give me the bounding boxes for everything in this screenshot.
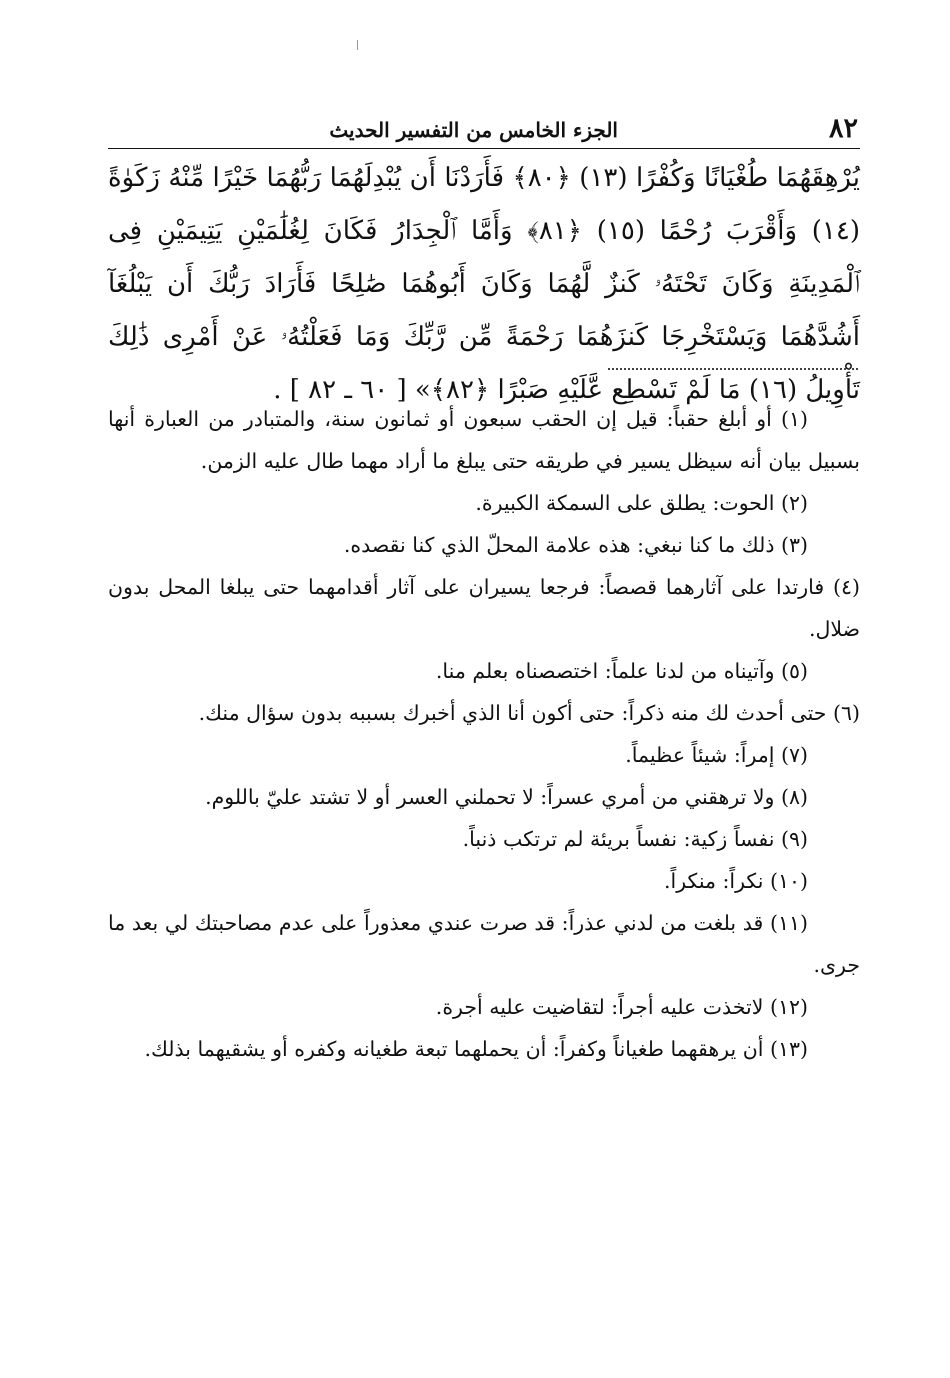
running-title: الجزء الخامس من التفسير الحديث — [329, 118, 618, 142]
footnote-8: (٨) ولا ترهقني من أمري عسراً: لا تحملني العسر أو لا تشتد عليّ باللوم. — [205, 785, 808, 809]
footnote-12: (١٢) لاتخذت عليه أجراً: لتقاضيت عليه أجرة. — [435, 995, 808, 1019]
header-rule — [108, 148, 860, 149]
footnote-4: (٤) فارتدا على آثارهما قصصاً: فرجعا يسيران على آثار أقدامهما حتى يبلغا المحل بدون ضلال. — [108, 575, 860, 641]
quran-verse-block: يُرْهِقَهُمَا طُغْيَانًا وَكُفْرًا (١٣) ﴿٨٠﴾ فَأَرَدْنَا أَن يُبْدِلَهُمَا رَبُّهُمَا خَيْرًا مِّنْهُ زَكَوٰةً (١٤) وَأَقْرَبَ رُحْمًا (١٥) ﴿٨١﴾ وَأَمَّا ٱلْجِدَارُ فَكَانَ لِغُلَٰمَيْنِ يَتِيمَيْنِ فِى ٱلْمَدِينَةِ وَكَانَ تَحْتَهُۥ كَنزٌ لَّهُمَا وَكَانَ أَبُوهُمَا صَٰلِحًا فَأَرَادَ رَبُّكَ أَن يَبْلُغَآ أَشُدَّهُمَا وَيَسْتَخْرِجَا كَنزَهُمَا رَحْمَةً مِّن رَّبِّكَ وَمَا فَعَلْتُهُۥ عَنْ أَمْرِى ذَٰلِكَ تَأْوِيلُ (١٦) مَا لَمْ تَسْطِع عَّلَيْهِ صَبْرًا ﴿٨٢﴾» [ ٦٠ ـ ٨٢ ] . — [108, 163, 860, 405]
page-header — [108, 112, 858, 148]
footnotes — [108, 398, 860, 1070]
footnote-3: (٣) ذلك ما كنا نبغي: هذه علامة المحلّ الذي كنا نقصده. — [343, 533, 808, 557]
footnote-11: (١١) قد بلغت من لدني عذراً: قد صرت عندي معذوراً على عدم مصاحبتك لي بعد ما جرى. — [108, 911, 860, 977]
footnote-10: (١٠) نكراً: منكراً. — [663, 869, 808, 893]
footnote-separator — [608, 368, 858, 370]
footnote-1: (١) أو أبلغ حقباً: قيل إن الحقب سبعون أو ثمانون سنة، والمتبادر من العبارة أنها بسبيل بيان أنه سيظل يسير في طريقه حتى يبلغ ما أراد مهما طال عليه الزمن. — [108, 407, 860, 473]
footnote-7: (٧) إمراً: شيئاً عظيماً. — [625, 743, 808, 767]
footnote-6: (٦) حتى أحدث لك منه ذكراً: حتى أكون أنا الذي أخبرك بسببه بدون سؤال منك. — [198, 701, 860, 725]
scan-mark — [357, 40, 358, 50]
page-number: ٨٢ — [828, 113, 858, 144]
footnote-5: (٥) وآتيناه من لدنا علماً: اختصصناه بعلم منا. — [435, 659, 808, 683]
footnote-2: (٢) الحوت: يطلق على السمكة الكبيرة. — [475, 491, 808, 515]
footnote-9: (٩) نفساً زكية: نفساً بريئة لم ترتكب ذنباً. — [462, 827, 808, 851]
footnote-13: (١٣) أن يرهقهما طغياناً وكفراً: أن يحملهما تبعة طغيانه وكفره أو يشقيهما بذلك. — [144, 1037, 808, 1061]
